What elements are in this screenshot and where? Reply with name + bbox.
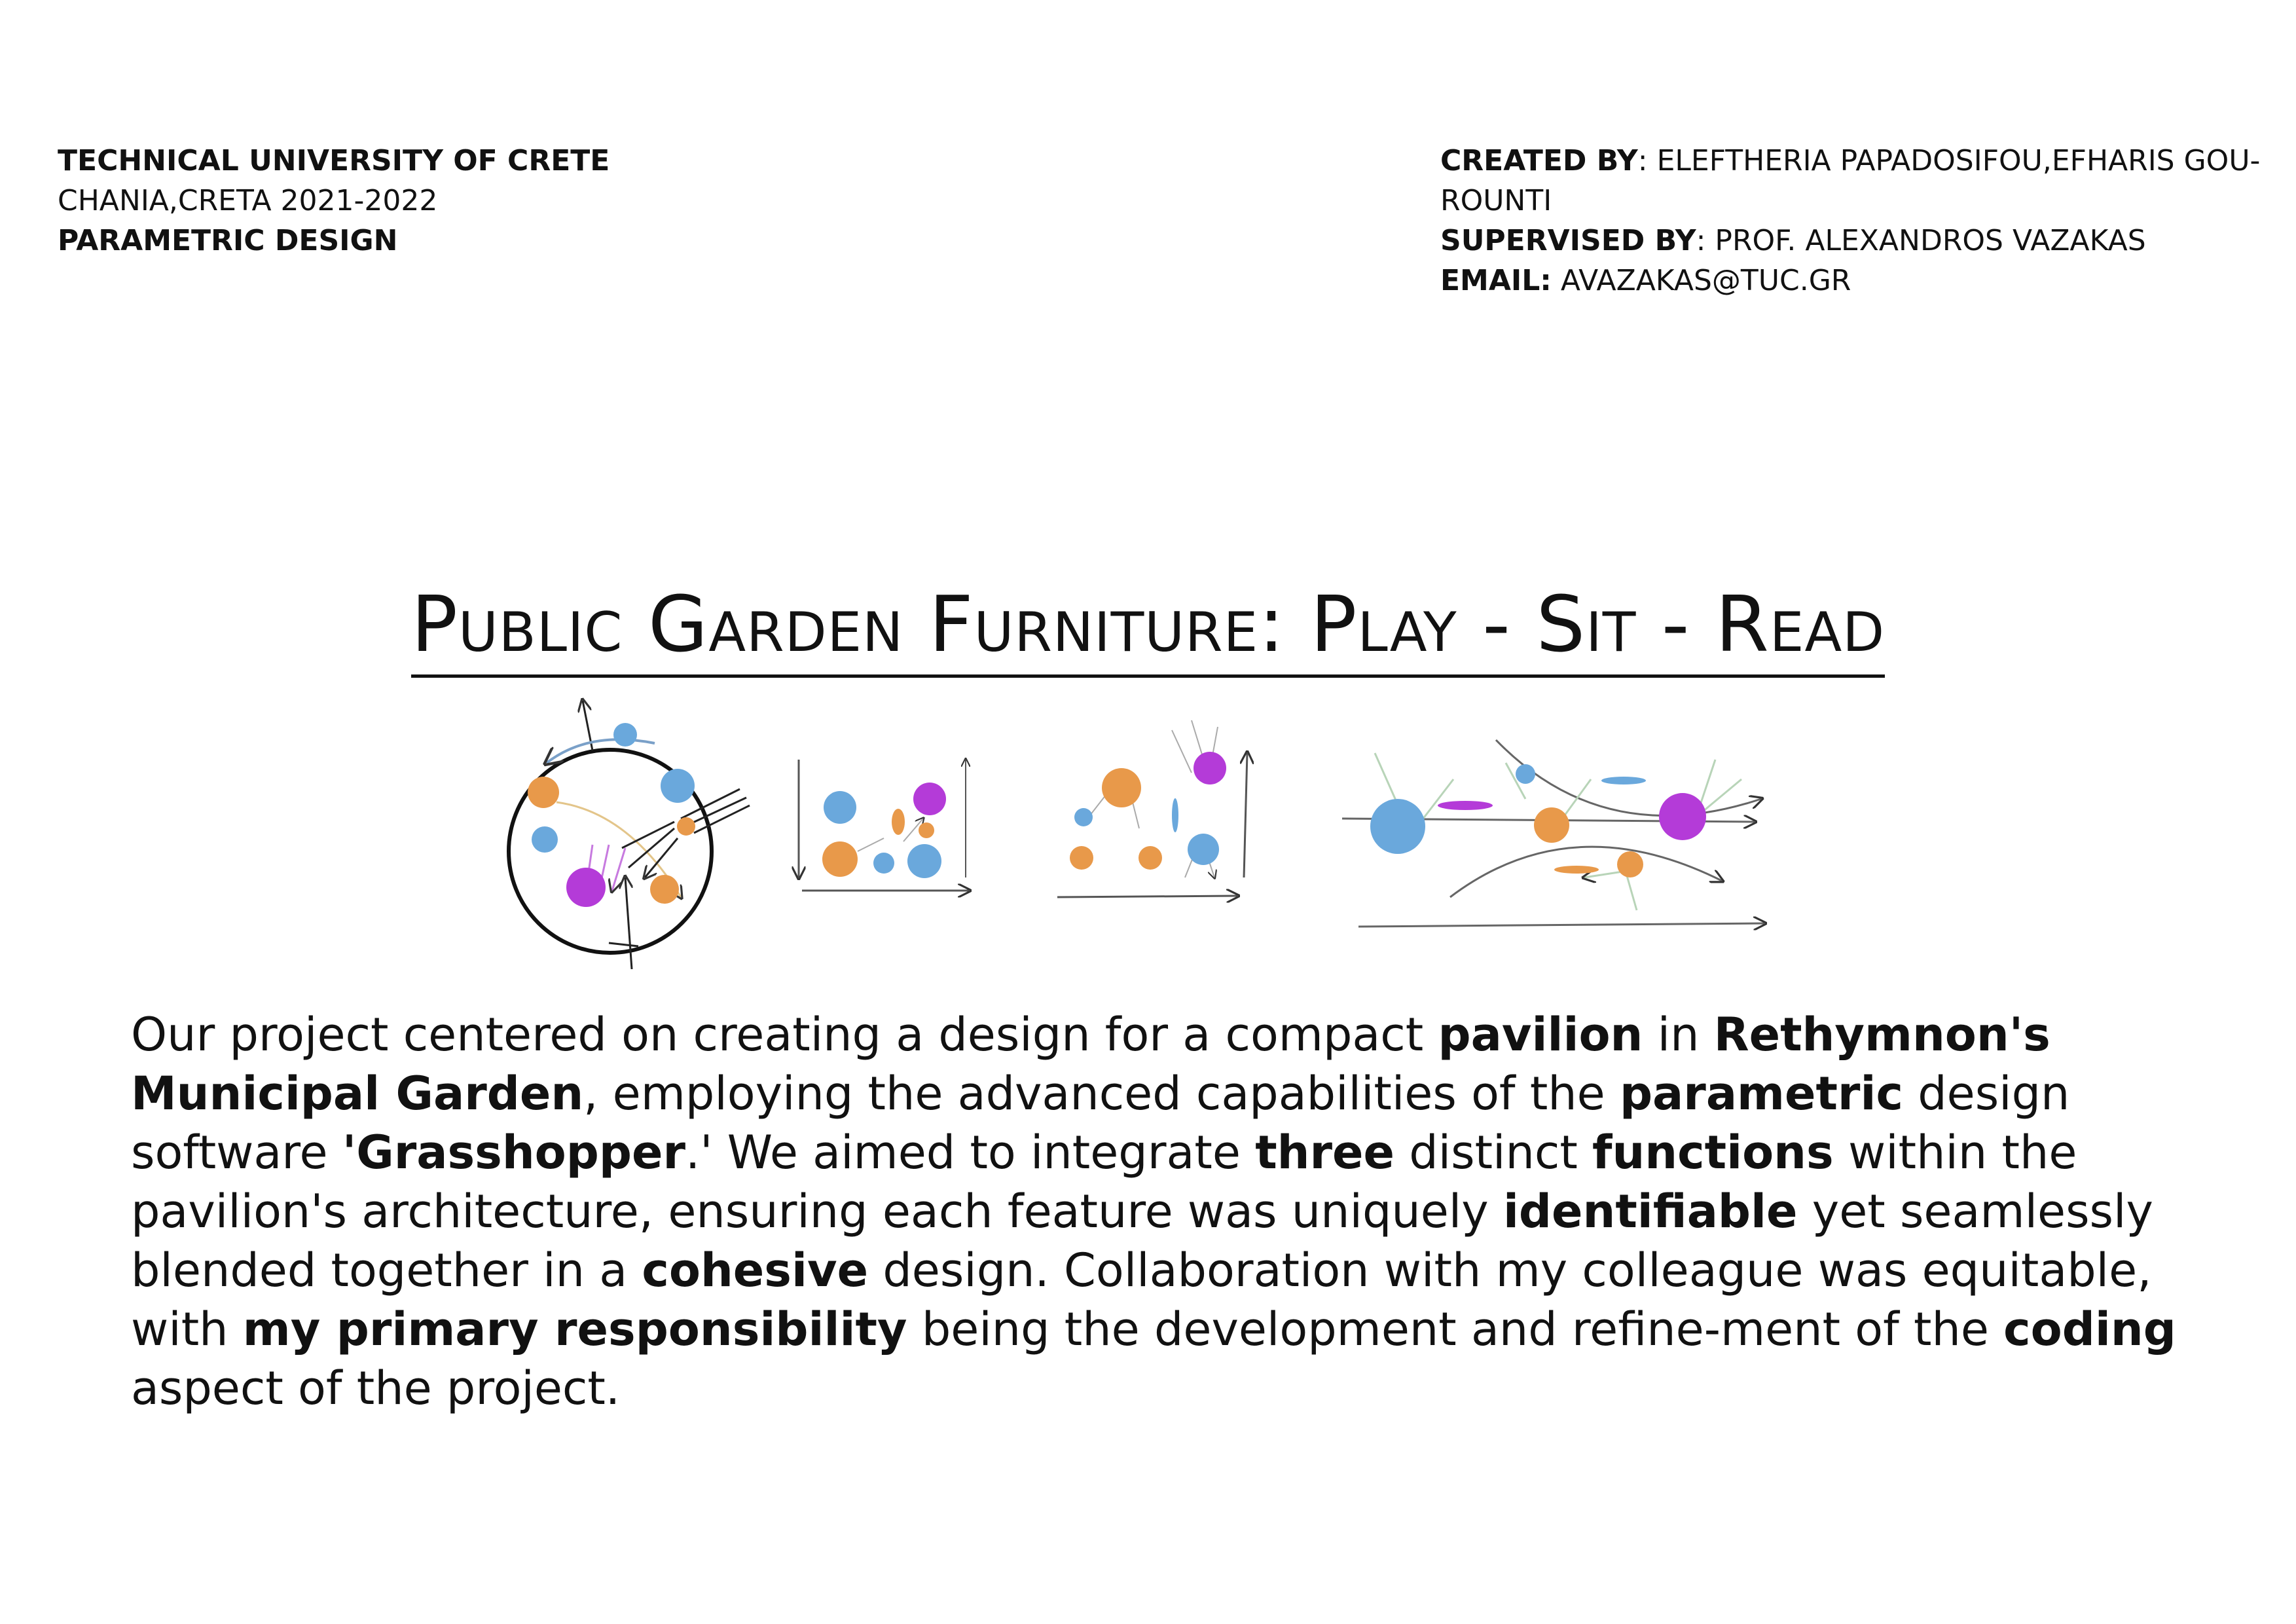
- project-description: [131, 1005, 2226, 1418]
- description-text: design software: [131, 1067, 2070, 1179]
- email-line: [1440, 261, 2239, 301]
- description-text: distinct: [1394, 1126, 1593, 1179]
- description-emphasis: pavilion: [1438, 1008, 1643, 1061]
- axes-dot: [892, 809, 905, 835]
- axes-dot: [907, 844, 941, 878]
- created-by-label: CREATED BY: [1440, 144, 1638, 177]
- description-emphasis: Rethymnon's Municipal Garden: [131, 1008, 2050, 1120]
- description-text: in: [1643, 1008, 1714, 1061]
- flow-dot: [1370, 799, 1425, 854]
- network-dot: [1188, 834, 1219, 865]
- flow-dot: [1516, 764, 1535, 784]
- description-text: .' We aimed to integrate: [685, 1126, 1256, 1179]
- created-by-value: : ELEFTHERIA PAPADOSIFOU,EFHARIS GOU-: [1637, 144, 2261, 177]
- description-text: , employing the advanced capabilities of the: [583, 1067, 1620, 1120]
- supervised-by-value: : PROF. ALEXANDROS VAZAKAS: [1696, 224, 2146, 257]
- axes-dot: [919, 822, 934, 838]
- circle-dot: [566, 868, 606, 907]
- network-dot: [1070, 846, 1093, 870]
- axes-diagram-1: [799, 760, 969, 891]
- description-text: design. Collaboration with my colleague was equitable, with: [131, 1244, 2152, 1356]
- description-emphasis: parametric: [1619, 1067, 1903, 1120]
- network-diagram: [1057, 720, 1247, 897]
- flow-dot: [1534, 807, 1569, 843]
- description-text: yet seamlessly blended together in a: [131, 1185, 2153, 1297]
- description-emphasis: three: [1255, 1126, 1394, 1179]
- flow-dot: [1601, 777, 1646, 784]
- circle-dot: [532, 826, 558, 853]
- supervised-by-line: [1440, 221, 2239, 261]
- description-emphasis: coding: [2003, 1302, 2176, 1356]
- description-text: aspect of the project.: [131, 1361, 621, 1415]
- description-emphasis: cohesive: [642, 1244, 869, 1297]
- page-title-text: Public Garden Furniture: Play - Sit - Read: [411, 575, 1885, 678]
- description-text: Our project centered on creating a design for a compact: [131, 1008, 1438, 1061]
- axes-dot: [913, 783, 946, 815]
- description-text: within the pavilion's architecture, ensuring each feature was uniquely: [131, 1126, 2077, 1238]
- flow-diagram: [1342, 740, 1764, 927]
- network-dot: [1172, 798, 1178, 832]
- axes-dot: [822, 841, 858, 877]
- created-by-continuation: ROUNTI: [1440, 184, 1552, 217]
- institution-block: [58, 141, 610, 261]
- flow-dot: [1438, 801, 1493, 810]
- circle-dot: [528, 777, 559, 808]
- page-title: [0, 575, 2296, 678]
- supervised-by-label: SUPERVISED BY: [1440, 224, 1696, 257]
- network-dot: [1102, 768, 1141, 807]
- description-emphasis: 'Grasshopper: [342, 1126, 685, 1179]
- concept-diagrams: [0, 681, 2296, 969]
- flow-dot: [1554, 866, 1599, 874]
- axes-dot: [824, 791, 856, 824]
- description-emphasis: my primary responsibility: [242, 1302, 907, 1356]
- axes-dot: [873, 853, 894, 874]
- created-by-line: [1440, 141, 2261, 181]
- course-name: PARAMETRIC DESIGN: [58, 224, 398, 257]
- circle-dot: [650, 875, 679, 904]
- credits-block: [1440, 141, 2261, 301]
- description-text: being the development and refine-ment of the: [907, 1302, 2004, 1356]
- circle-diagram: [509, 701, 750, 969]
- circle-dot: [661, 769, 695, 803]
- circle-dot: [677, 817, 695, 836]
- network-dot: [1074, 808, 1093, 826]
- flow-dot: [1659, 793, 1706, 840]
- network-dot: [1139, 846, 1162, 870]
- network-dot: [1194, 752, 1226, 784]
- flow-dot: [1617, 851, 1643, 877]
- description-emphasis: functions: [1592, 1126, 1834, 1179]
- description-emphasis: identifiable: [1503, 1185, 1798, 1238]
- location-year: CHANIA,CRETA 2021-2022: [58, 184, 438, 217]
- university-name: TECHNICAL UNIVERSITY OF CRETE: [58, 144, 610, 177]
- email-value: AVAZAKAS@TUC.GR: [1551, 264, 1851, 297]
- email-label: EMAIL:: [1440, 264, 1552, 297]
- circle-dot: [613, 723, 637, 747]
